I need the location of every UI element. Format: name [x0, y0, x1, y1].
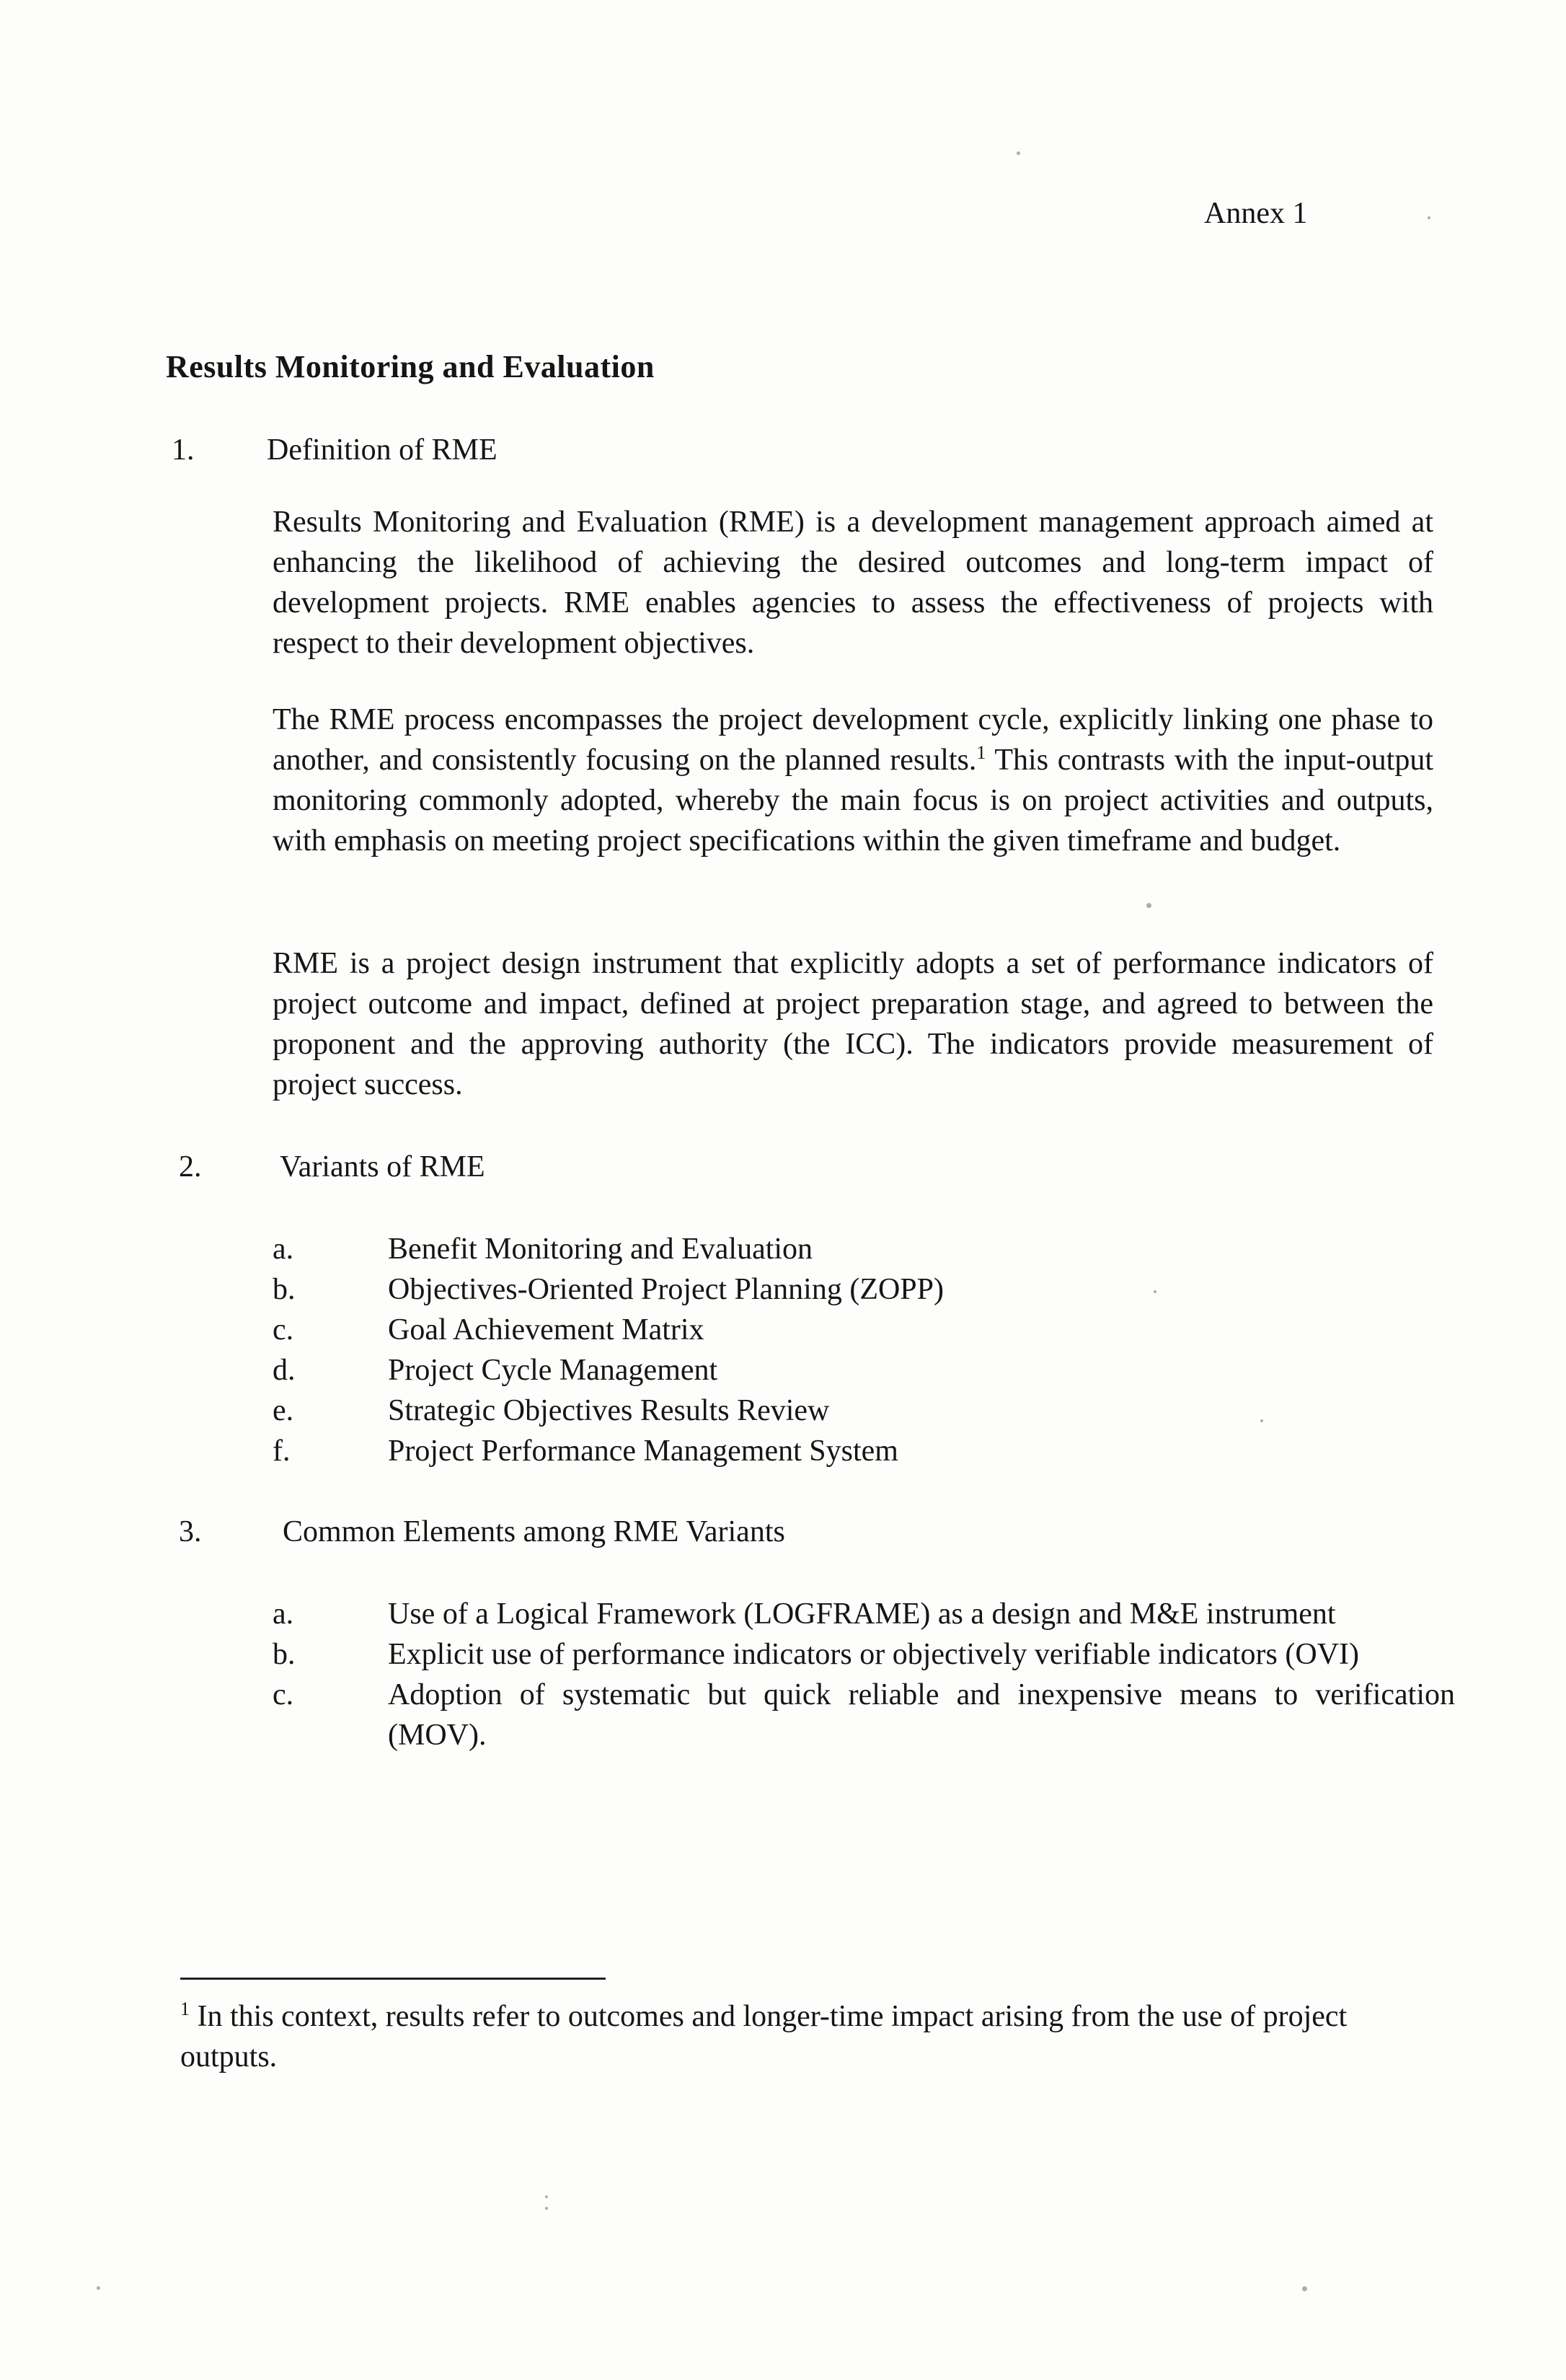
list-text: Use of a Logical Framework (LOGFRAME) as a design and M&E instrument	[388, 1597, 1336, 1631]
section-2-number: 2.	[179, 1150, 202, 1184]
footnote	[180, 1996, 1449, 2077]
list-letter: e.	[273, 1394, 294, 1427]
list-letter: a.	[273, 1597, 294, 1631]
list-item	[273, 1310, 1455, 1350]
section-2-heading: Variants of RME	[280, 1150, 485, 1184]
footnote-divider	[180, 1978, 606, 1980]
section-3-heading: Common Elements among RME Variants	[283, 1515, 785, 1548]
scan-speck	[545, 2195, 548, 2198]
section-3-number: 3.	[179, 1515, 202, 1548]
list-letter: d.	[273, 1354, 296, 1387]
list-text: Project Cycle Management	[388, 1354, 718, 1387]
section-1-paragraph-2-text: The RME process encompasses the project development cycle, explicitly linking one phase to another, and consistently focusing on the planned results.	[273, 703, 1433, 777]
section-1-paragraph-1: Results Monitoring and Evaluation (RME) is a development management approach aimed at enhancing the likelihood of achieving the desired outcomes and long-term impact of development projects. RME enables agencies to assess the effectiveness of projects with respect to their development objectives.	[273, 506, 1433, 660]
list-item	[273, 1229, 1455, 1269]
scan-speck	[1017, 151, 1020, 155]
list-text: Strategic Objectives Results Review	[388, 1394, 830, 1427]
list-text: Explicit use of performance indicators or objectively verifiable indicators (OVI)	[388, 1638, 1359, 1671]
scan-speck	[1146, 903, 1151, 908]
section-1-number: 1.	[172, 433, 195, 467]
list-text: Project Performance Management System	[388, 1434, 898, 1468]
list-item	[273, 1634, 1455, 1675]
list-item	[273, 1269, 1455, 1310]
list-letter: c.	[273, 1678, 294, 1711]
list-text: Goal Achievement Matrix	[388, 1313, 704, 1347]
list-item	[273, 1350, 1455, 1390]
list-letter: c.	[273, 1313, 294, 1347]
scan-speck	[97, 2286, 100, 2290]
variants-list	[273, 1229, 1455, 1471]
section-1-paragraph-2-continued: This contrasts with the input-output monitoring commonly adopted, whereby the main focus is on project activities and outputs, with emphasis on meeting project specifications within the given timeframe and budget.	[273, 744, 1433, 858]
scan-speck	[545, 2207, 548, 2210]
list-item	[273, 1390, 1455, 1431]
list-text: Benefit Monitoring and Evaluation	[388, 1233, 813, 1266]
list-item	[273, 1675, 1455, 1755]
section-1-paragraph-3: RME is a project design instrument that explicitly adopts a set of performance indicators of project outcome and impact, defined at project preparation stage, and agreed to between the proponent and the approving authority (the ICC). The indicators provide measurement of project success.	[273, 947, 1433, 1101]
footnote-text: In this context, results refer to outcomes and longer-time impact arising from the use of project outputs.	[180, 2000, 1348, 2073]
list-letter: f.	[273, 1434, 291, 1468]
footnote-ref: 1	[976, 742, 986, 763]
list-text: Adoption of systematic but quick reliable and inexpensive means to verification (MOV).	[388, 1678, 1455, 1752]
scan-speck	[1302, 2286, 1307, 2291]
list-letter: a.	[273, 1233, 294, 1266]
list-text: Objectives-Oriented Project Planning (ZOPP)	[388, 1273, 945, 1306]
footnote-marker: 1	[180, 1998, 190, 2019]
section-1-heading: Definition of RME	[267, 433, 497, 467]
list-item	[273, 1431, 1455, 1471]
section-1-paragraph-2	[273, 700, 1433, 861]
list-item	[273, 1594, 1455, 1634]
document-title: Results Monitoring and Evaluation	[166, 349, 655, 384]
scan-speck	[1428, 216, 1430, 219]
list-letter: b.	[273, 1273, 296, 1306]
annex-label: Annex 1	[1204, 197, 1308, 230]
common-elements-list	[273, 1594, 1455, 1755]
list-letter: b.	[273, 1638, 296, 1671]
